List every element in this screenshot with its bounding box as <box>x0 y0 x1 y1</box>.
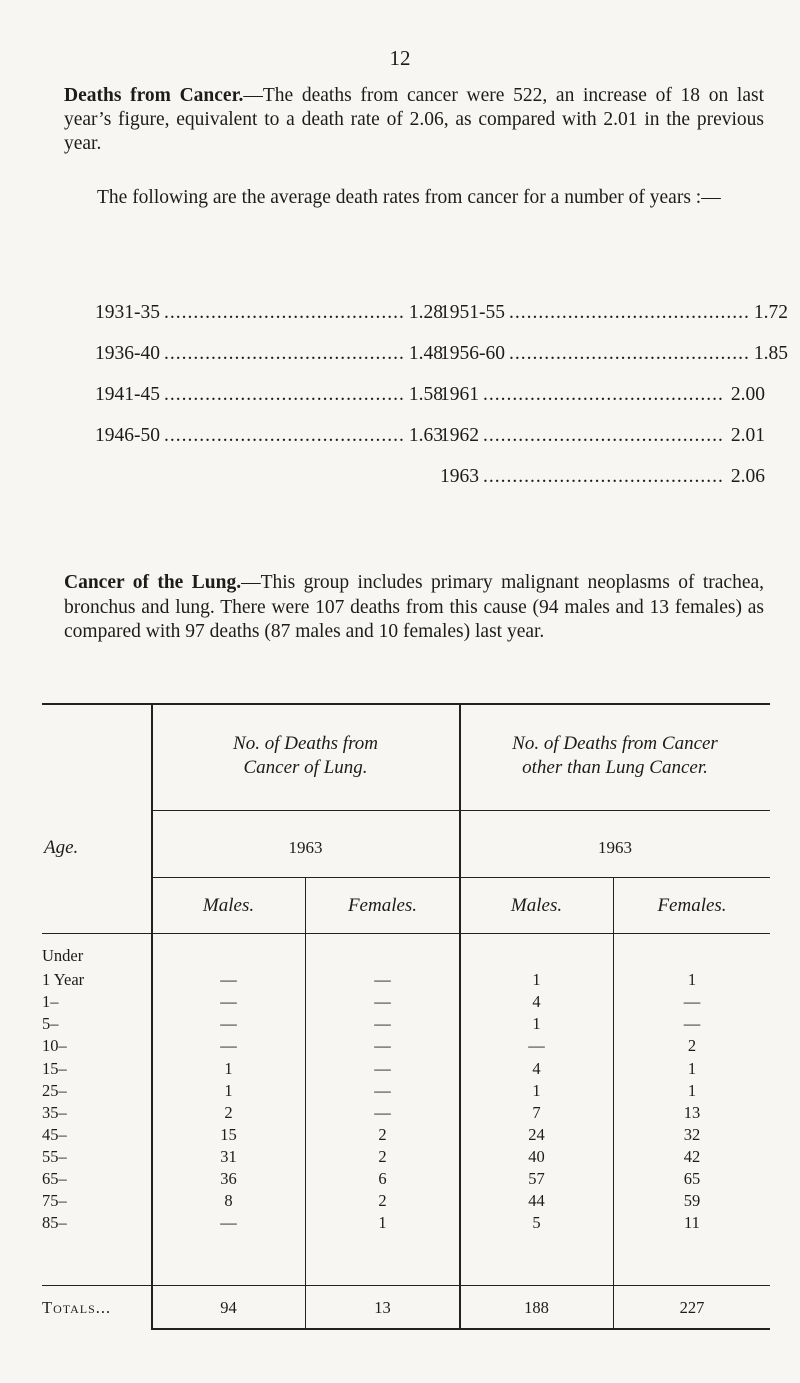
age-header: Age. <box>44 837 79 858</box>
cancer-deaths-heading: Deaths from Cancer. <box>64 85 244 106</box>
header-rule <box>152 877 770 878</box>
table-cell: 11 <box>684 1213 700 1233</box>
table-cell: 57 <box>528 1169 545 1188</box>
lung-heading: Cancer of the Lung. <box>64 572 242 593</box>
table-cell: — <box>374 1102 391 1122</box>
year1-header: 1963 <box>288 838 323 857</box>
rate-row: 1941-45 ......................................... 1.58 <box>95 384 443 405</box>
table-cell: 2 <box>378 1124 387 1144</box>
totals-cell: 13 <box>374 1298 391 1317</box>
age-label: 1– <box>42 992 59 1012</box>
rate-row: 1963 ......................................... 2.06 <box>440 466 765 487</box>
table-cell: 15 <box>220 1124 237 1144</box>
table-cell: — <box>528 1036 545 1056</box>
age-label: 65– <box>42 1169 67 1188</box>
table-cell: 2 <box>378 1191 387 1211</box>
table-cell: 1 <box>687 970 697 990</box>
table-cell: — <box>374 992 391 1012</box>
age-label: 85– <box>42 1213 67 1233</box>
age-label: 1 Year <box>42 970 85 990</box>
table-cell: 42 <box>683 1146 701 1166</box>
table-cell: — <box>374 1080 391 1100</box>
rates-intro: The following are the average death rates from cancer for a number of years :— <box>97 187 721 208</box>
table-cell: 44 <box>528 1191 545 1211</box>
females-header: Females. <box>657 895 727 916</box>
year2-header: 1963 <box>598 838 632 857</box>
age-label: 35– <box>42 1102 67 1122</box>
rate-row: 1962 ......................................... 2.01 <box>440 425 765 446</box>
age-label: 45– <box>42 1124 67 1144</box>
totals-label: Totals... <box>42 1298 112 1317</box>
table-cell: 2 <box>224 1102 233 1122</box>
rate-row: 1956-60 ......................................... 1.85 <box>440 343 788 364</box>
group2-header: No. of Deaths from Cancer other than Lung Cancer. <box>512 733 718 778</box>
totals-cell: 188 <box>524 1298 549 1317</box>
table-cell: 2 <box>378 1146 387 1166</box>
cancer-deaths-paragraph <box>64 84 764 156</box>
table-cell: — <box>220 1213 237 1233</box>
table-cell: 7 <box>532 1102 541 1122</box>
table-cell: 36 <box>220 1169 237 1188</box>
totals-cell: 94 <box>220 1298 237 1317</box>
totals-cell: 227 <box>679 1298 705 1317</box>
females-header: Females. <box>347 895 418 916</box>
table-cell: 1 <box>224 1058 233 1078</box>
rate-row: 1961 ......................................... 2.00 <box>440 384 765 405</box>
table-cell: — <box>220 970 237 990</box>
table-cell: — <box>683 992 701 1012</box>
lung-text: —This group includes primary malignant neoplasms of trachea, bronchus and lung. There were 107 deaths from this cause (94 males and 13 females) as compared with 97 deaths (87 males and 10 females) last year. <box>64 572 764 642</box>
table-cell: 1 <box>224 1080 233 1100</box>
males-header: Males. <box>202 895 255 916</box>
rate-row: 1946-50 ......................................... 1.63 <box>95 425 443 446</box>
table-cell: — <box>220 1014 237 1034</box>
lung-cancer-table <box>42 703 770 1361</box>
age-label: 75– <box>42 1191 67 1211</box>
age-label: 5– <box>42 1014 59 1034</box>
age-label: Under <box>42 946 84 965</box>
table-cell: — <box>374 1014 391 1034</box>
table-cell: 4 <box>532 992 541 1012</box>
table-cell: 4 <box>532 1058 541 1078</box>
table-cell: 1 <box>532 1014 541 1034</box>
table-cell: 59 <box>683 1191 701 1211</box>
table-cell: — <box>220 1036 237 1056</box>
males-header: Males. <box>510 895 563 916</box>
rate-row: 1936-40 ......................................... 1.48 <box>95 343 443 364</box>
table-cell: — <box>374 1036 391 1056</box>
table-cell: 1 <box>687 1058 697 1078</box>
table-cell: 8 <box>224 1191 233 1211</box>
cancer-deaths-text: —The deaths from cancer were 522, an increase of 18 on last year’s figure, equivalent to a death rate of 2.06, as compared with 2.01 in the previous year. <box>64 85 764 154</box>
age-label: 15– <box>42 1058 67 1078</box>
table-cell: 5 <box>532 1213 541 1233</box>
table-cell: 1 <box>532 970 541 990</box>
table-cell: 40 <box>528 1146 545 1166</box>
table-bottom-rule <box>152 1328 770 1330</box>
age-label: 10– <box>42 1036 67 1056</box>
age-label: 55– <box>42 1146 67 1166</box>
rate-row: 1951-55 ......................................... 1.72 <box>440 302 788 323</box>
table-cell: 13 <box>683 1102 701 1122</box>
lung-paragraph <box>64 571 764 645</box>
table-cell: 6 <box>378 1169 387 1188</box>
table-cell: 1 <box>378 1213 387 1233</box>
rate-row: 1931-35 ......................................... 1.28 <box>95 302 443 323</box>
table-cell: 24 <box>528 1124 545 1144</box>
table-cell: — <box>374 970 391 990</box>
table-cell: 2 <box>687 1036 697 1056</box>
header-rule <box>152 810 770 811</box>
age-label: 25– <box>42 1080 67 1100</box>
table-cell: 1 <box>532 1080 541 1100</box>
table-cell: — <box>374 1058 391 1078</box>
table-cell: 31 <box>220 1146 237 1166</box>
table-cell: 1 <box>687 1080 697 1100</box>
group1-header: No. of Deaths from Cancer of Lung. <box>233 733 378 778</box>
table-cell: — <box>683 1014 701 1034</box>
table-cell: 65 <box>683 1169 701 1188</box>
table-cell: — <box>220 992 237 1012</box>
table-cell: 32 <box>683 1124 701 1144</box>
page-number: 12 <box>389 46 411 70</box>
